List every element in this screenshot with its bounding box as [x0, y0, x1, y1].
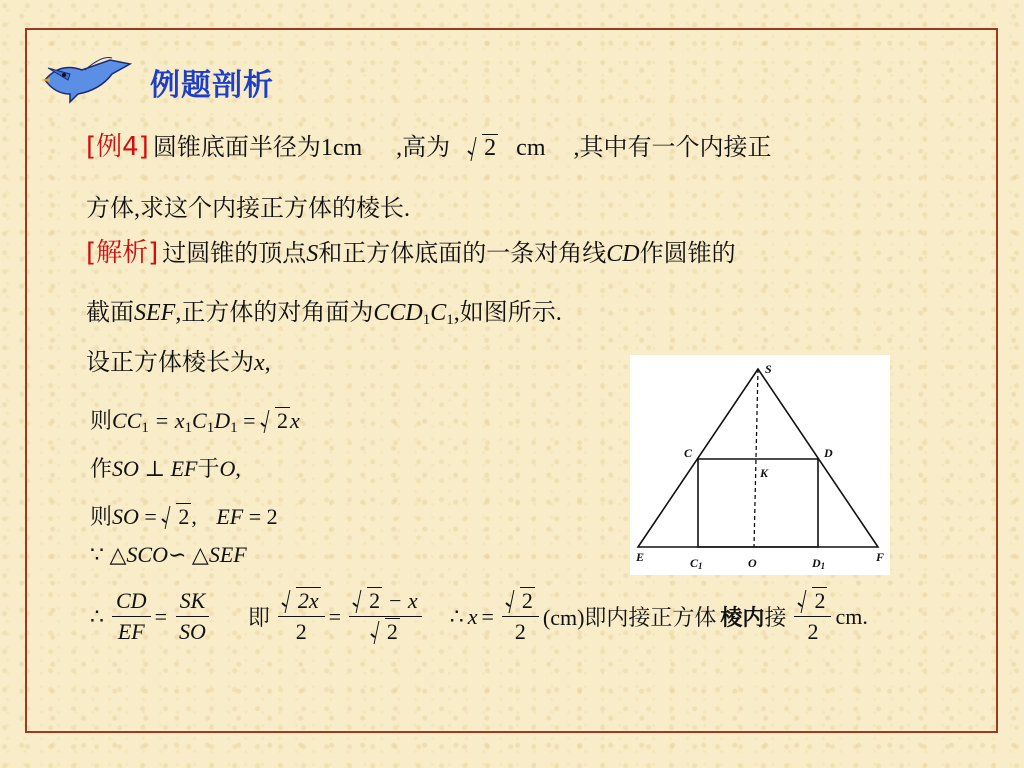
- analysis-text: 过圆锥的顶点: [162, 241, 307, 267]
- formula-text: CC: [112, 408, 142, 433]
- analysis-line-2: [86, 292, 562, 329]
- fraction-result: [502, 588, 539, 645]
- formula-line-2: [90, 452, 241, 483]
- formula-line-3: [90, 500, 278, 531]
- subscript: 1: [422, 312, 431, 328]
- label-c: C: [684, 446, 693, 460]
- equals-sign: =: [328, 603, 342, 629]
- fraction-answer: [794, 588, 831, 645]
- formula-text: O: [219, 456, 236, 481]
- analysis-text: ,如图所示.: [453, 300, 562, 326]
- subscript: 1: [230, 420, 238, 436]
- height-so: [754, 369, 758, 547]
- sqrt-two: 2: [162, 504, 191, 530]
- formula-text: SO: [112, 456, 139, 481]
- formula-text: C: [192, 408, 207, 433]
- numerator: CD: [112, 588, 151, 617]
- bird-icon: [40, 50, 135, 110]
- formula-text: =: [138, 504, 163, 529]
- analysis-line-1: [86, 232, 736, 269]
- formula-text: 则: [90, 504, 113, 529]
- label-o: O: [748, 556, 757, 570]
- analysis-text: 截面: [86, 300, 134, 326]
- denominator: 2: [367, 617, 404, 645]
- conclusion-line: [90, 588, 872, 645]
- analysis-text: 设正方体棱长为: [86, 350, 254, 376]
- formula-text: =: [237, 408, 261, 433]
- example-text-a: 圆锥底面半径为1cm: [152, 135, 363, 161]
- conclusion-text: (cm)即内接正方体: [542, 605, 717, 630]
- sqrt-two: 2: [468, 135, 498, 162]
- formula-text: ,: [235, 456, 241, 481]
- numerator: SK: [176, 588, 210, 617]
- label-s: S: [765, 362, 772, 376]
- denominator: 2: [807, 619, 819, 644]
- plane-label: CCD: [373, 300, 423, 326]
- square-ccd1c1: [698, 459, 818, 547]
- formula-text: 作: [90, 456, 113, 481]
- equals-sign: =: [154, 603, 167, 629]
- geometry-figure: [630, 355, 890, 575]
- equals-sign: =: [481, 603, 494, 629]
- conclusion-text: 即: [247, 605, 270, 630]
- subscript: 1: [206, 420, 215, 436]
- analysis-text: 和正方体底面的一条对角线: [318, 241, 607, 267]
- label-f: F: [876, 550, 885, 564]
- formula-text: = x: [148, 408, 185, 433]
- denominator: SO: [178, 619, 206, 644]
- denominator: 2: [514, 619, 526, 644]
- formula-line-1: [90, 404, 300, 437]
- fraction-sqrt2-minus-x: [349, 588, 422, 645]
- numerator: 2 − x: [349, 588, 422, 617]
- fraction-cd-ef: [112, 588, 151, 645]
- conclusion-text: 接: [764, 605, 787, 630]
- label-d: D: [824, 446, 833, 460]
- subscript: 1: [141, 420, 149, 436]
- unit-text: cm.: [835, 603, 868, 629]
- point-s: S: [306, 241, 319, 267]
- formula-text: SEF: [208, 542, 247, 567]
- formula-text: SCO: [126, 542, 168, 567]
- section-title: 例题剖析: [150, 68, 274, 103]
- label-c1: C1: [690, 556, 703, 571]
- denominator: EF: [117, 619, 145, 644]
- analysis-text: 作圆锥的: [639, 241, 736, 267]
- perpendicular-symbol: ⊥: [138, 456, 171, 481]
- fraction-sk-so: [175, 588, 210, 645]
- variable-x: x: [254, 350, 265, 376]
- formula-text: D: [214, 408, 231, 433]
- variable-x: x: [467, 603, 478, 629]
- analysis-text: ,: [264, 350, 271, 376]
- plane-label: C: [430, 300, 447, 326]
- similar-symbol: ∽ △: [167, 542, 209, 567]
- variable-x: x: [290, 408, 300, 433]
- analysis-tag: [解析]: [86, 238, 159, 268]
- label-d1: D1: [812, 556, 826, 571]
- numerator: 2x: [278, 588, 325, 617]
- conclusion-bold-text: 棱内: [720, 606, 765, 631]
- analysis-text: ,正方体的对角面为: [175, 300, 374, 326]
- formula-text: EF: [216, 504, 244, 529]
- subscript: 1: [184, 420, 192, 436]
- numerator: 2: [502, 588, 539, 617]
- label-k: K: [760, 466, 769, 480]
- segment-cd: CD: [606, 241, 640, 267]
- formula-text: 则: [90, 408, 113, 433]
- numerator: 2: [794, 588, 831, 617]
- formula-text: ,: [191, 504, 203, 529]
- formula-text: ∵ △: [90, 542, 127, 567]
- label-e: E: [636, 550, 645, 564]
- formula-text: EF: [170, 456, 198, 481]
- formula-line-4: [90, 542, 247, 568]
- formula-text: = 2: [243, 504, 278, 529]
- fraction-sqrt2x-2: [278, 588, 325, 645]
- formula-text: 于: [197, 456, 220, 481]
- section-sef: SEF: [134, 300, 176, 326]
- example-line-2: 方体,求这个内接正方体的棱长.: [86, 196, 410, 222]
- analysis-line-3: [86, 342, 271, 377]
- therefore-symbol: ∴: [449, 603, 464, 629]
- example-line-1: [86, 126, 772, 163]
- example-text-d: ,其中有一个内接正: [573, 135, 772, 161]
- therefore-symbol: ∴: [90, 603, 104, 629]
- triangle-sef: [638, 369, 878, 547]
- subscript: 1: [446, 312, 454, 328]
- formula-text: SO: [112, 504, 139, 529]
- denominator: 2: [295, 619, 307, 644]
- example-text-b: ,高为: [396, 135, 451, 161]
- example-unit: cm: [516, 135, 546, 161]
- example-tag: [例4]: [86, 132, 149, 162]
- sqrt-two: 2: [261, 408, 290, 434]
